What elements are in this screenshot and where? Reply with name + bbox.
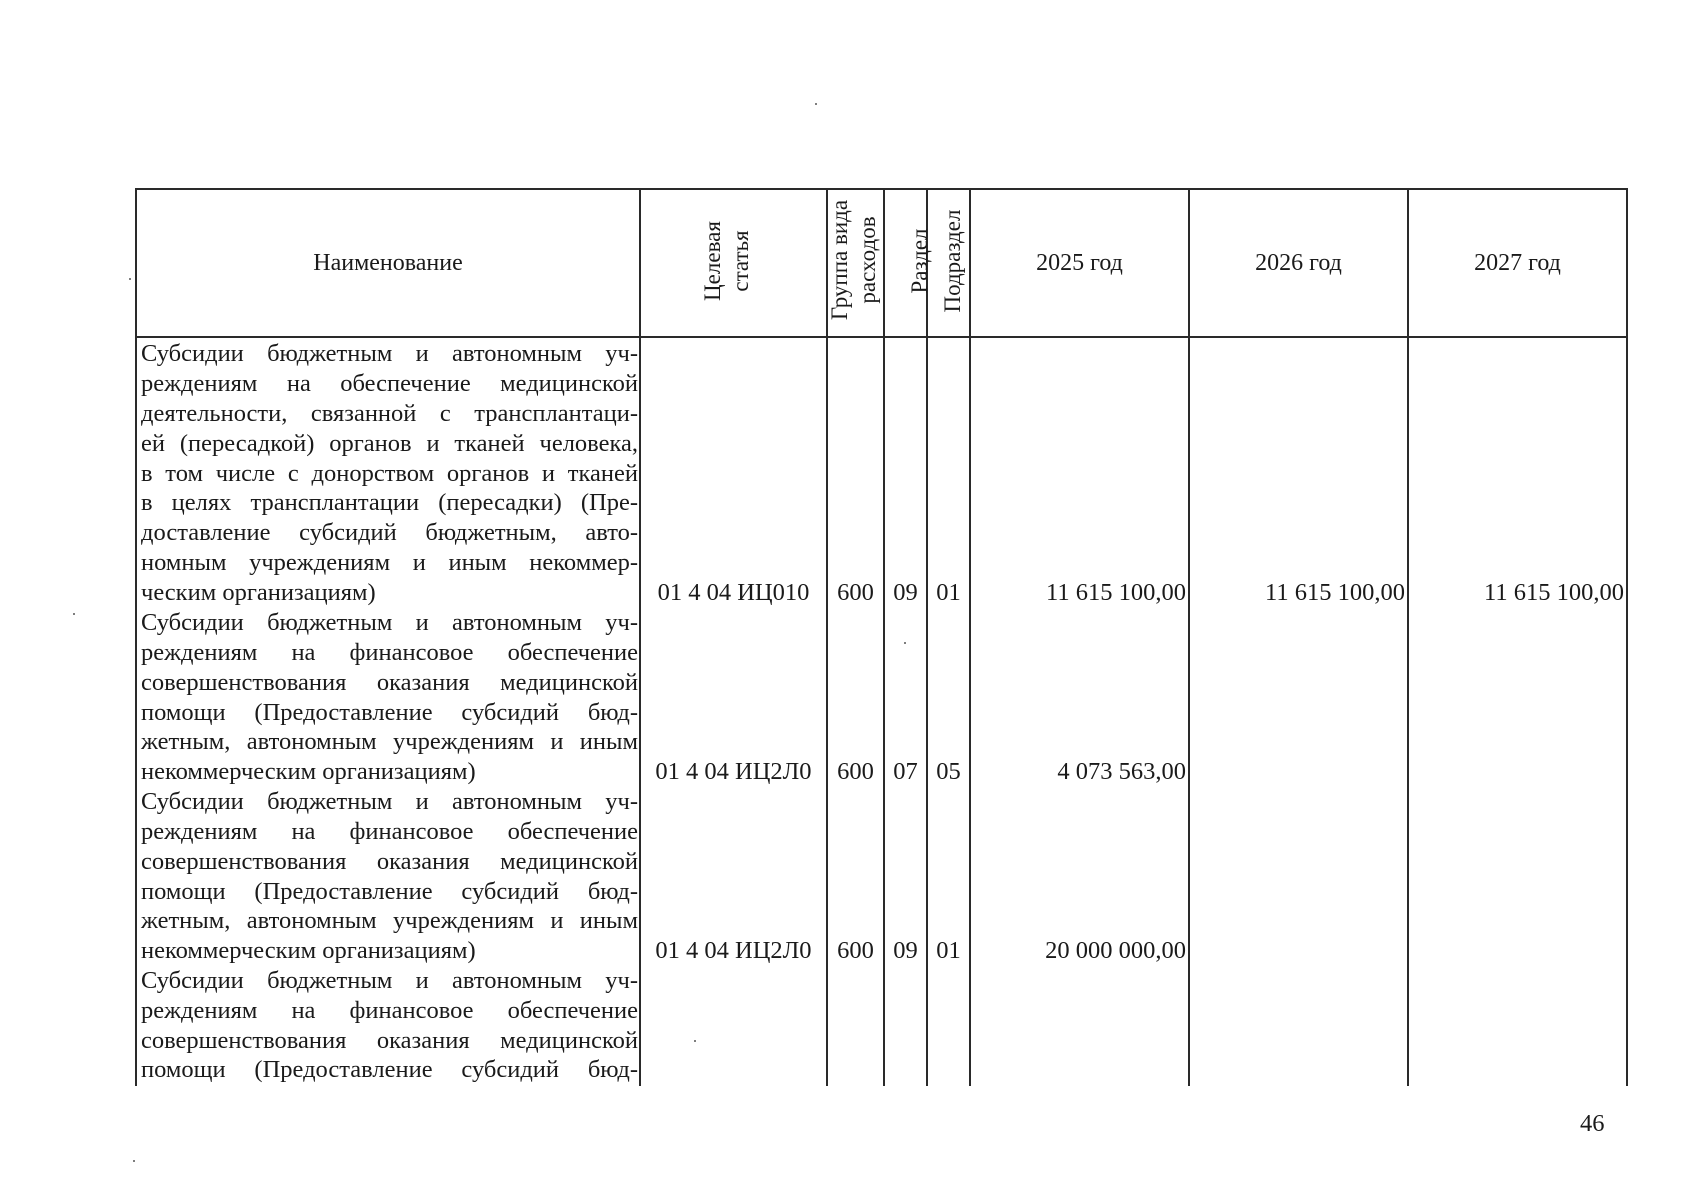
name-line: жетным, автономным учреждениям и иным — [141, 907, 638, 934]
cell-section: 07 — [893, 758, 918, 785]
name-line: реждениям на финансовое обеспечение — [141, 997, 638, 1024]
header-section: Раздел — [907, 228, 932, 294]
cell-year-2025: 11 615 100,00 — [1046, 579, 1186, 606]
name-line: деятельности, связанной с трансплантаци- — [141, 400, 638, 427]
scan-speck — [694, 1040, 696, 1042]
header-expense-group-line2: расходов — [855, 216, 880, 304]
name-line: помощи (Предоставление субсидий бюд- — [141, 1056, 638, 1083]
cell-section: 09 — [893, 579, 918, 606]
cell-year-2025: 20 000 000,00 — [1045, 937, 1186, 964]
scan-speck — [133, 1160, 135, 1162]
cell-expense-group: 600 — [837, 758, 874, 785]
cell-subsection: 01 — [936, 579, 961, 606]
header-year-2027: 2027 год — [1474, 249, 1561, 276]
header-subsection: Подраздел — [940, 209, 965, 313]
header-year-2025: 2025 год — [1036, 249, 1123, 276]
cell-year-2027: 11 615 100,00 — [1484, 579, 1624, 606]
name-line: помощи (Предоставление субсидий бюд- — [141, 878, 638, 905]
name-line: Субсидии бюджетным и автономным уч- — [141, 967, 638, 994]
header-name: Наименование — [313, 249, 463, 276]
name-line: некоммерческим организациям) — [141, 937, 476, 964]
name-line: совершенствования оказания медицинской — [141, 848, 638, 875]
name-line: реждениям на финансовое обеспечение — [141, 639, 638, 666]
name-line: совершенствования оказания медицинской — [141, 1027, 638, 1054]
name-line: некоммерческим организациям) — [141, 758, 476, 785]
cell-subsection: 01 — [936, 937, 961, 964]
cell-section: 09 — [893, 937, 918, 964]
name-line: помощи (Предоставление субсидий бюд- — [141, 699, 638, 726]
page-number: 46 — [1580, 1110, 1605, 1137]
name-line: реждениям на обеспечение медицинской — [141, 370, 638, 397]
header-target-article-line1: Целевая — [700, 221, 725, 301]
name-line: Субсидии бюджетным и автономным уч- — [141, 609, 638, 636]
scan-speck — [129, 278, 131, 280]
cell-subsection: 05 — [936, 758, 961, 785]
header-target-article-line2: статья — [728, 230, 753, 292]
scan-speck — [815, 103, 817, 105]
cell-target-article: 01 4 04 ИЦ2Л0 — [655, 758, 812, 785]
name-line: номным учреждениям и иным некоммер- — [141, 549, 638, 576]
cell-expense-group: 600 — [837, 579, 874, 606]
cell-target-article: 01 4 04 ИЦ2Л0 — [655, 937, 812, 964]
name-line: ческим организациям) — [141, 579, 376, 606]
name-line: Субсидии бюджетным и автономным уч- — [141, 788, 638, 815]
cell-target-article: 01 4 04 ИЦ010 — [657, 579, 810, 606]
name-line: в целях трансплантации (пересадки) (Пре- — [141, 489, 638, 516]
col-border-right — [1626, 188, 1628, 1086]
header-year-2026: 2026 год — [1255, 249, 1342, 276]
cell-year-2026: 11 615 100,00 — [1265, 579, 1405, 606]
name-line: реждениям на финансовое обеспечение — [141, 818, 638, 845]
name-line: доставление субсидий бюджетным, авто- — [141, 519, 638, 546]
name-line: Субсидии бюджетным и автономным уч- — [141, 340, 638, 367]
name-line: ей (пересадкой) органов и тканей человека, — [141, 430, 638, 457]
scan-speck — [73, 613, 75, 615]
scan-speck — [904, 642, 906, 644]
header-expense-group-line1: Группа вида — [827, 199, 852, 321]
name-line: совершенствования оказания медицинской — [141, 669, 638, 696]
name-line: в том числе с донорством органов и тканей — [141, 460, 638, 487]
cell-expense-group: 600 — [837, 937, 874, 964]
header-bottom-border — [135, 336, 1626, 338]
name-line: жетным, автономным учреждениям и иным — [141, 728, 638, 755]
cell-year-2025: 4 073 563,00 — [1057, 758, 1186, 785]
